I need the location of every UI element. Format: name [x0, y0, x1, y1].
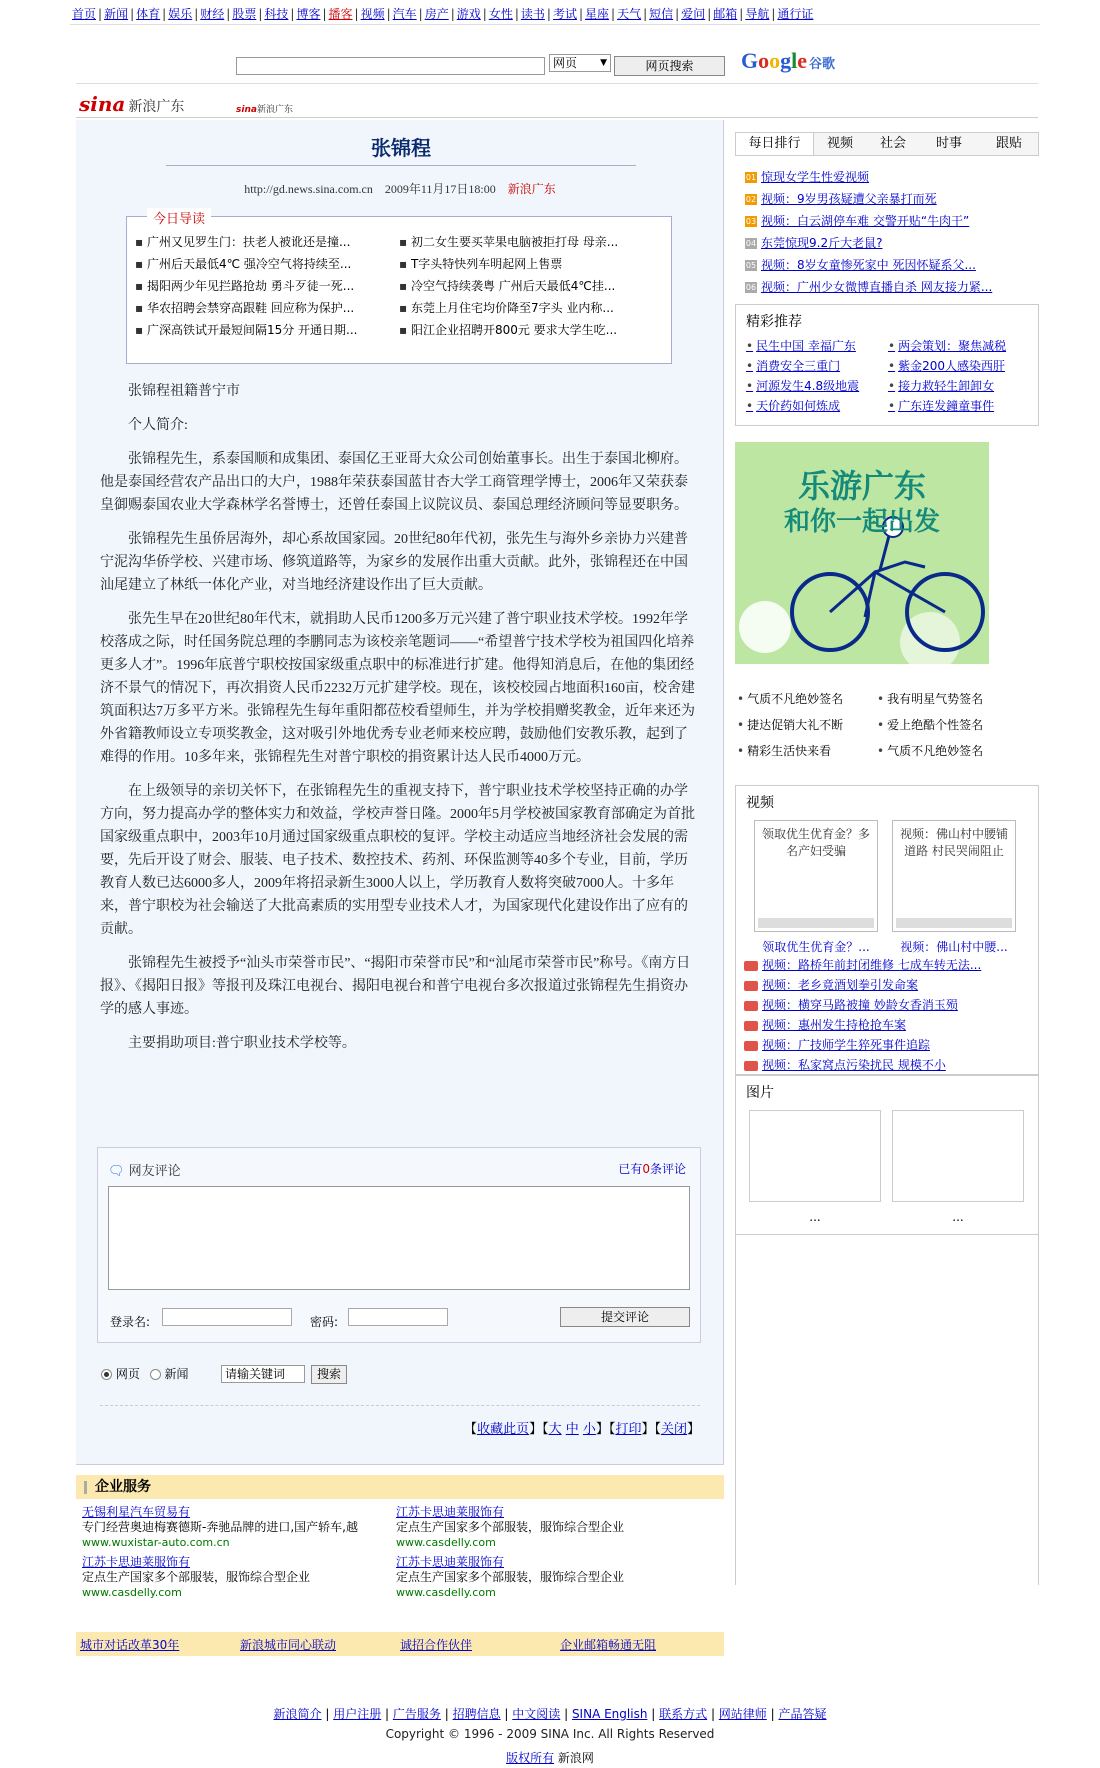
- rank-item[interactable]: [745, 190, 937, 207]
- comment-icon: 🗨: [108, 1164, 125, 1179]
- rank-item-text: 视频：白云湖停车难 交警开贴“牛肉干”: [761, 214, 970, 228]
- sina-logo-sub: 新浪广东: [128, 99, 185, 115]
- rights: [0, 1749, 1100, 1766]
- rank-item-text: 视频：广州少女微博直播自杀 网友接力紧...: [761, 280, 993, 294]
- nav-item[interactable]: 爱问: [681, 7, 706, 21]
- nav-item[interactable]: 汽车: [392, 7, 417, 21]
- radio-web-label: 网页: [115, 1367, 140, 1381]
- digest-item-text: 冷空气持续袭粤 广州后天最低4℃挂...: [410, 279, 616, 293]
- nav-separator: |: [546, 7, 551, 21]
- rank-tab[interactable]: 视频: [826, 136, 853, 151]
- rank-item[interactable]: [745, 168, 869, 185]
- ad-url[interactable]: www.casdelly.com: [396, 1586, 496, 1599]
- divider: [76, 83, 1038, 84]
- comment-textarea[interactable]: [108, 1186, 690, 1290]
- digest-item-text: T字头特快列车明起网上售票: [410, 257, 563, 271]
- article-paragraph: 张先生早在20世纪80年代末，就捐助人民币1200多万元兴建了普宁职业技术学校。1992年学校落成之际，时任国务院总理的李鹏同志为该校亲笔题词——“希望普宁技术学校为祖国四化培养更多人才”。1996年底普宁职校按国家级重点职中的标准进行扩建。他得知消息后，在他的集团经济不景气的情况下，再次捐资人民币2232万元扩建学校。现在，该校校园占地面积160亩，校舍建筑面积达7万多平方米。张锦程先生每年重阳都莅校看望师生，并为学校捐赠奖教金，近年来还为外省籍教师设立专项奖教金，这对吸引外地优秀专业老师来校应聘，鼓励他们安教乐教，起到了难得的作用。10多年来，张锦程先生对普宁职校的捐资累计达人民币4000万元。: [100, 612, 695, 765]
- rank-item[interactable]: [745, 256, 976, 273]
- nav-separator: |: [130, 7, 135, 21]
- digest-item[interactable]: ▪ 揭阳两少年见拦路抢劫 勇斗歹徒一死...: [135, 279, 355, 293]
- video-controls: [896, 918, 1012, 928]
- article-paragraph: 主要捐助项目:普宁职业技术学校等。: [128, 1036, 356, 1051]
- digest-item-text: 东莞上月住宅均价降至7字头 业内称...: [410, 301, 614, 315]
- video-item-text: 视频：路桥年前封闭维修 七成车转无法...: [762, 958, 982, 972]
- rank-number: 03: [745, 217, 757, 226]
- digest-title: 今日导读: [147, 208, 211, 227]
- rank-tab[interactable]: 时事: [935, 136, 962, 151]
- rights-link[interactable]: 版权所有: [506, 1751, 555, 1765]
- recommend-item[interactable]: • 消费安全三重门: [746, 357, 840, 374]
- video-icon: [744, 1001, 758, 1011]
- video-controls: [758, 918, 874, 928]
- ad-desc: 定点生产国家多个部服装，服饰综合型企业: [82, 1570, 311, 1584]
- rank-item-text: 视频：8岁女童惨死家中 死因怀疑系父...: [761, 258, 976, 272]
- video-item[interactable]: [744, 996, 958, 1013]
- password-input[interactable]: [348, 1308, 448, 1326]
- recommend-item[interactable]: • 天价药如何炼成: [746, 397, 840, 414]
- article-body: [100, 380, 700, 1066]
- google-logo[interactable]: Google 谷歌: [741, 48, 836, 73]
- video-caption[interactable]: 领取优生优育金？...: [762, 940, 870, 954]
- nav-item[interactable]: 首页: [72, 7, 97, 21]
- font-small-link[interactable]: 小: [582, 1422, 596, 1437]
- rank-tabs: [735, 132, 1039, 156]
- nav-item[interactable]: 读书: [520, 7, 545, 21]
- nav-separator: |: [739, 7, 744, 21]
- video-thumb[interactable]: [892, 820, 1016, 932]
- nav-item[interactable]: 视频: [360, 7, 385, 21]
- video-item-text: 视频：私家窝点污染扰民 规模不小: [762, 1058, 946, 1072]
- footer-link[interactable]: 产品答疑: [778, 1707, 827, 1721]
- article-paragraph: 张锦程先生，系泰国顺和成集团、泰国亿王亚哥大众公司创始董事长。出生于泰国北柳府。他是泰国经营农产品出口的大户，1988年荣获泰国蓝甘杏大学工商管理学博士，2006年又荣获泰皇御赐泰国农业大学森林学名誉博士，还曾任泰国上议院议员、泰国总理经济顾问等显要职务。: [100, 452, 688, 513]
- article-meta: [76, 180, 724, 197]
- ad-title[interactable]: 江苏卡思迪莱服饰有: [396, 1505, 505, 1519]
- nav-separator: |: [771, 7, 776, 21]
- sina-small-logo[interactable]: sina新浪广东: [236, 105, 293, 115]
- digest-item-text: 华农招聘会禁穿高跟鞋 回应称为保护...: [146, 301, 355, 315]
- article-source[interactable]: 新浪广东: [507, 182, 556, 196]
- article-paragraph: 个人简介:: [128, 418, 188, 433]
- bottom-search-button[interactable]: 搜索: [311, 1365, 347, 1384]
- rank-item[interactable]: [745, 212, 969, 229]
- picture-thumb[interactable]: [749, 1110, 881, 1202]
- recommend-item[interactable]: • 广东连发鐘童事件: [888, 397, 994, 414]
- nav-item[interactable]: 新闻: [104, 7, 129, 21]
- nav-item[interactable]: 天气: [617, 7, 642, 21]
- login-label: 登录名:: [110, 1315, 151, 1329]
- footer-separator: |: [321, 1707, 334, 1721]
- nav-separator: |: [290, 7, 295, 21]
- enterprise-ad: [396, 1505, 696, 1550]
- enterprise-ad: [396, 1555, 696, 1600]
- promo-link[interactable]: • 我有明星气势签名: [877, 690, 983, 707]
- video-icon: [744, 1061, 758, 1071]
- footer-link[interactable]: 广告服务: [392, 1707, 441, 1721]
- digest-item[interactable]: ▪ 广深高铁试开最短间隔15分 开通日期...: [135, 323, 358, 337]
- recommend-title: 精彩推荐: [746, 314, 802, 330]
- video-icon: [744, 1021, 758, 1031]
- picture-box: [735, 1075, 1039, 1235]
- nav-separator: |: [418, 7, 423, 21]
- comment-count-number: 0: [642, 1162, 650, 1176]
- enterprise-title: [76, 1475, 724, 1499]
- rank-item[interactable]: [745, 278, 992, 295]
- nav-item[interactable]: 科技: [264, 7, 289, 21]
- rank-number: 05: [745, 261, 757, 270]
- nav-separator: |: [578, 7, 583, 21]
- video-thumb-alt: 视频：佛山村中腰铺道路 村民哭闹阻止: [899, 827, 1008, 858]
- comment-count-suffix: 条评论: [649, 1162, 686, 1176]
- nav-item[interactable]: 房产: [424, 7, 449, 21]
- footer-separator: |: [766, 1707, 779, 1721]
- footer-link[interactable]: SINA English: [571, 1707, 648, 1721]
- video-icon: [744, 961, 758, 971]
- nav-separator: |: [98, 7, 103, 21]
- footer-link[interactable]: 中文阅读: [512, 1707, 561, 1721]
- digest-item-text: 广深高铁试开最短间隔15分 开通日期...: [146, 323, 358, 337]
- radio-news-label: 新闻: [164, 1367, 189, 1381]
- today-digest: [126, 212, 672, 364]
- footer-link[interactable]: 网站律师: [718, 1707, 767, 1721]
- rank-item[interactable]: [745, 234, 882, 251]
- collect-link[interactable]: 收藏此页: [477, 1422, 530, 1437]
- nav-separator: |: [258, 7, 263, 21]
- rank-item-text: 东莞惊现9.2斤大老鼠?: [761, 236, 883, 250]
- video-item[interactable]: [744, 956, 981, 973]
- recommend-item[interactable]: • 民生中国 幸福广东: [746, 337, 856, 354]
- digest-item[interactable]: ▪ 阳江企业招聘开800元 要求大学生吃...: [399, 323, 618, 337]
- digest-item[interactable]: ▪ 华农招聘会禁穿高跟鞋 回应称为保护...: [135, 301, 355, 315]
- video-item[interactable]: [744, 1056, 946, 1073]
- enterprise-title-text: 企业服务: [95, 1479, 151, 1495]
- search-bar: [236, 48, 1056, 82]
- nav-separator: |: [514, 7, 519, 21]
- video-title: 视频: [746, 795, 774, 811]
- close-link[interactable]: 关闭: [660, 1422, 687, 1437]
- video-item-text: 视频：广技师学生猝死事件追踪: [762, 1038, 931, 1052]
- rank-tab[interactable]: 跟贴: [995, 136, 1022, 151]
- comment-box: [97, 1147, 701, 1343]
- search-scope-select[interactable]: [549, 54, 611, 72]
- footer-link[interactable]: 新浪简介: [273, 1707, 322, 1721]
- radio-web[interactable]: [101, 1369, 112, 1380]
- digest-item[interactable]: ▪ 广州又见罗生门：扶老人被讹还是撞...: [135, 235, 351, 249]
- ad-title[interactable]: 江苏卡思迪莱服饰有: [396, 1555, 505, 1569]
- digest-item-text: 揭阳两少年见拦路抢劫 勇斗歹徒一死...: [146, 279, 355, 293]
- promo-link[interactable]: • 气质不凡绝妙签名: [877, 742, 983, 759]
- banner-ad[interactable]: [735, 442, 989, 664]
- font-mid-link[interactable]: 中: [565, 1422, 579, 1437]
- search-input[interactable]: [236, 57, 545, 75]
- rank-tab[interactable]: 每日排行: [736, 133, 814, 155]
- recommend-item[interactable]: • 两会策划：聚焦减税: [888, 337, 1006, 354]
- enterprise-footer-link[interactable]: 城市对话改革30年: [80, 1638, 180, 1652]
- sina-logo[interactable]: [79, 92, 184, 116]
- password-label: 密码:: [310, 1315, 339, 1329]
- nav-item[interactable]: 游戏: [456, 7, 481, 21]
- banner-line1: 乐游广东: [797, 467, 927, 505]
- footer-separator: |: [560, 1707, 572, 1721]
- submit-comment-button[interactable]: 提交评论: [560, 1307, 690, 1327]
- video-thumb-alt: 领取优生优育金？多名产妇受骗: [761, 827, 870, 858]
- article-url: http://gd.news.sina.com.cn: [244, 182, 373, 196]
- digest-item[interactable]: ▪ 东莞上月住宅均价降至7字头 业内称...: [399, 301, 614, 315]
- enterprise-ad: [82, 1505, 382, 1550]
- nav-separator: |: [386, 7, 391, 21]
- search-scope-value: 网页: [553, 56, 578, 70]
- nav-separator: |: [611, 7, 616, 21]
- footer-separator: |: [707, 1707, 719, 1721]
- article-paragraph: 在上级领导的亲切关怀下，在张锦程先生的重视支持下，普宁职业技术学校坚持正确的办学方向，努力提高办学的整体实力和效益，学校声誉日隆。2000年5月学校被国家教育部确定为首批国家级重点职中，2003年10月通过国家级重点职校的复评。学校主动适应当地经济社会发展的需要，先后开设了财会、服装、电子技术、数控技术、药剂、环保监测等40多个专业，目前，学历教育人数已达6000多人，2009年将招录新生3000人以上，学历教育人数将突破7000人。十多年来，普宁职校为社会输送了大批高素质的实用型专业技术人才，为国家现代化建设作出了应有的贡献。: [100, 784, 695, 937]
- nav-item[interactable]: 博客: [296, 7, 321, 21]
- picture-caption[interactable]: ...: [809, 1210, 821, 1224]
- article-datetime: 2009年11月17日18:00: [384, 182, 496, 196]
- banner-line2: 和你一起出发: [783, 507, 941, 537]
- video-item-text: 视频：横穿马路被撞 妙龄女香消玉殒: [762, 998, 958, 1012]
- nav-item[interactable]: 财经: [200, 7, 225, 21]
- ad-title[interactable]: 江苏卡思迪莱服饰有: [82, 1555, 191, 1569]
- top-nav: [70, 5, 1040, 25]
- ad-desc: 定点生产国家多个部服装，服饰综合型企业: [396, 1520, 625, 1534]
- rank-item-text: 惊现女学生性爱视频: [761, 170, 870, 184]
- footer-separator: |: [440, 1707, 453, 1721]
- article-paragraph: 张锦程先生虽侨居海外，却心系故国家园。20世纪80年代初，张先生与海外乡亲协力兴建普宁泥沟华侨学校、兴建市场、修筑道路等，为家乡的发展作出重大贡献。此外，张锦程还在中国汕尾建立了林纸一体化产业，对当地经济建设作出了巨大贡献。: [100, 532, 688, 593]
- enterprise-footer-link[interactable]: 企业邮箱畅通无阻: [560, 1638, 657, 1652]
- enterprise-footer-link[interactable]: 诚招合作伙伴: [400, 1638, 473, 1652]
- site-name: 新浪网: [557, 1751, 594, 1765]
- footer-separator: |: [500, 1707, 513, 1721]
- enterprise-footer: [76, 1632, 724, 1656]
- footer-links: [0, 1705, 1100, 1722]
- picture-thumb[interactable]: [892, 1110, 1024, 1202]
- article-paragraph: 张锦程先生被授予“汕头市荣誉市民”、“揭阳市荣誉市民”和“汕尾市荣誉市民”称号。《南方日报》、《揭阳日报》等报刊及珠江电视台、揭阳电视台和普宁电视台多次报道过张锦程先生捐资办学的感人事迹。: [100, 956, 691, 1017]
- video-caption[interactable]: 视频：佛山村中腰...: [900, 940, 1008, 954]
- promo-link[interactable]: • 气质不凡绝妙签名: [737, 690, 843, 707]
- nav-separator: |: [707, 7, 712, 21]
- rank-item-text: 视频：9岁男孩疑遭父亲暴打而死: [761, 192, 937, 206]
- sina-logo-text: sina: [79, 92, 126, 116]
- recommend-box: [735, 304, 1039, 426]
- nav-item[interactable]: 女性: [488, 7, 513, 21]
- main-content: [76, 120, 724, 1465]
- font-big-link[interactable]: 大: [548, 1422, 562, 1437]
- ad-title[interactable]: 无锡利星汽车贸易有: [82, 1505, 191, 1519]
- right-filler: [735, 1235, 1039, 1585]
- comment-count[interactable]: [618, 1160, 686, 1177]
- login-input[interactable]: [162, 1308, 292, 1326]
- ad-url[interactable]: www.casdelly.com: [82, 1586, 182, 1599]
- video-icon: [744, 981, 758, 991]
- digest-item[interactable]: ▪ 冷空气持续袭粤 广州后天最低4℃挂...: [399, 279, 616, 293]
- nav-item[interactable]: 娱乐: [168, 7, 193, 21]
- search-button[interactable]: 网页搜索: [614, 56, 725, 76]
- nav-separator: |: [450, 7, 455, 21]
- comment-title: [108, 1160, 181, 1179]
- promo-links: [735, 690, 1039, 780]
- nav-item[interactable]: 播客: [328, 7, 353, 21]
- promo-link[interactable]: • 精彩生活快来看: [737, 742, 831, 759]
- footer-separator: |: [381, 1707, 393, 1721]
- nav-item[interactable]: 短信: [649, 7, 674, 21]
- article-paragraph: 张锦程祖籍普宁市: [128, 384, 240, 399]
- nav-separator: |: [226, 7, 231, 21]
- footer-separator: |: [647, 1707, 660, 1721]
- google-logo-cn: 谷歌: [809, 56, 836, 71]
- rank-number: 02: [745, 195, 757, 204]
- video-item-text: 视频：惠州发生持枪抢车案: [762, 1018, 907, 1032]
- promo-link[interactable]: • 捷达促销大礼不断: [737, 716, 843, 733]
- banner-graphic: [735, 442, 989, 664]
- video-box: [735, 785, 1039, 1075]
- recommend-item[interactable]: • 紫金200人感染西肝: [888, 357, 1005, 374]
- video-item[interactable]: [744, 1036, 930, 1053]
- comment-count-prefix: 已有: [618, 1162, 643, 1176]
- nav-separator: |: [482, 7, 487, 21]
- nav-item[interactable]: 通行证: [777, 7, 814, 21]
- promo-link[interactable]: • 爱上绝酷个性签名: [877, 716, 983, 733]
- rank-number: 04: [745, 239, 757, 248]
- footer-link[interactable]: 用户注册: [333, 1707, 382, 1721]
- nav-item[interactable]: 考试: [552, 7, 577, 21]
- copyright: Copyright © 1996 - 2009 SINA Inc. All Rights Reserved: [385, 1727, 715, 1741]
- recommend-item[interactable]: • 接力救轻生卸卸女: [888, 377, 994, 394]
- ad-url[interactable]: www.wuxistar-auto.com.cn: [82, 1536, 230, 1549]
- ad-url[interactable]: www.casdelly.com: [396, 1536, 496, 1549]
- nav-separator: |: [643, 7, 648, 21]
- video-item[interactable]: [744, 976, 918, 993]
- nav-separator: |: [675, 7, 680, 21]
- digest-item[interactable]: ▪ 广州后天最低4℃ 强冷空气将持续至...: [135, 257, 352, 271]
- video-item-text: 视频：老乡竟酒划拳引发命案: [762, 978, 919, 992]
- ad-desc: 定点生产国家多个部服装，服饰综合型企业: [396, 1570, 625, 1584]
- chevron-down-icon: ▼: [600, 58, 607, 68]
- comment-title-text: 网友评论: [128, 1164, 181, 1179]
- enterprise-footer-link[interactable]: 新浪城市同心联动: [240, 1638, 337, 1652]
- sina-small-logo-text: 新浪广东: [256, 105, 293, 115]
- video-thumb[interactable]: [754, 820, 878, 932]
- rank-tab[interactable]: 社会: [879, 136, 906, 151]
- nav-item[interactable]: 股票: [232, 7, 257, 21]
- radio-news[interactable]: [150, 1369, 161, 1380]
- recommend-item[interactable]: • 河源发生4.8级地震: [746, 377, 859, 394]
- digest-item[interactable]: ▪ 初二女生要买苹果电脑被拒打母 母亲...: [399, 235, 619, 249]
- nav-item[interactable]: 导航: [745, 7, 770, 21]
- digest-item-text: 广州后天最低4℃ 强冷空气将持续至...: [146, 257, 352, 271]
- bottom-search: [101, 1365, 701, 1389]
- video-icon: [744, 1041, 758, 1051]
- nav-item[interactable]: 星座: [585, 7, 610, 21]
- rank-number: 01: [745, 173, 757, 182]
- footer-link[interactable]: 招聘信息: [452, 1707, 501, 1721]
- nav-item[interactable]: 体育: [136, 7, 161, 21]
- nav-separator: |: [194, 7, 199, 21]
- video-item[interactable]: [744, 1016, 906, 1033]
- rank-number: 06: [745, 283, 757, 292]
- digest-item[interactable]: ▪ T字头特快列车明起网上售票: [399, 257, 563, 271]
- footer-link[interactable]: 联系方式: [659, 1707, 708, 1721]
- print-link[interactable]: 打印: [615, 1422, 642, 1437]
- bottom-search-input[interactable]: 请输关键词: [221, 1365, 305, 1383]
- picture-title: 图片: [746, 1085, 774, 1101]
- enterprise-services: [76, 1475, 724, 1652]
- digest-item-text: 初二女生要买苹果电脑被拒打母 母亲...: [410, 235, 619, 249]
- page-tools: 【收藏此页】【大 中 小】【打印】【关闭】: [464, 1422, 700, 1437]
- enterprise-ad: [82, 1555, 382, 1600]
- nav-item[interactable]: 邮箱: [713, 7, 738, 21]
- nav-separator: |: [162, 7, 167, 21]
- ad-desc: 专门经营奥迪梅赛德斯-奔驰品牌的进口,国产轿车,越: [82, 1520, 358, 1534]
- site-header: [76, 88, 1038, 118]
- nav-separator: |: [354, 7, 359, 21]
- article-title: 张锦程: [166, 132, 636, 166]
- nav-separator: |: [322, 7, 327, 21]
- picture-caption[interactable]: ...: [952, 1210, 964, 1224]
- digest-item-text: 广州又见罗生门：扶老人被讹还是撞...: [146, 235, 351, 249]
- divider: [100, 1405, 700, 1406]
- digest-item-text: 阳江企业招聘开800元 要求大学生吃...: [410, 323, 618, 337]
